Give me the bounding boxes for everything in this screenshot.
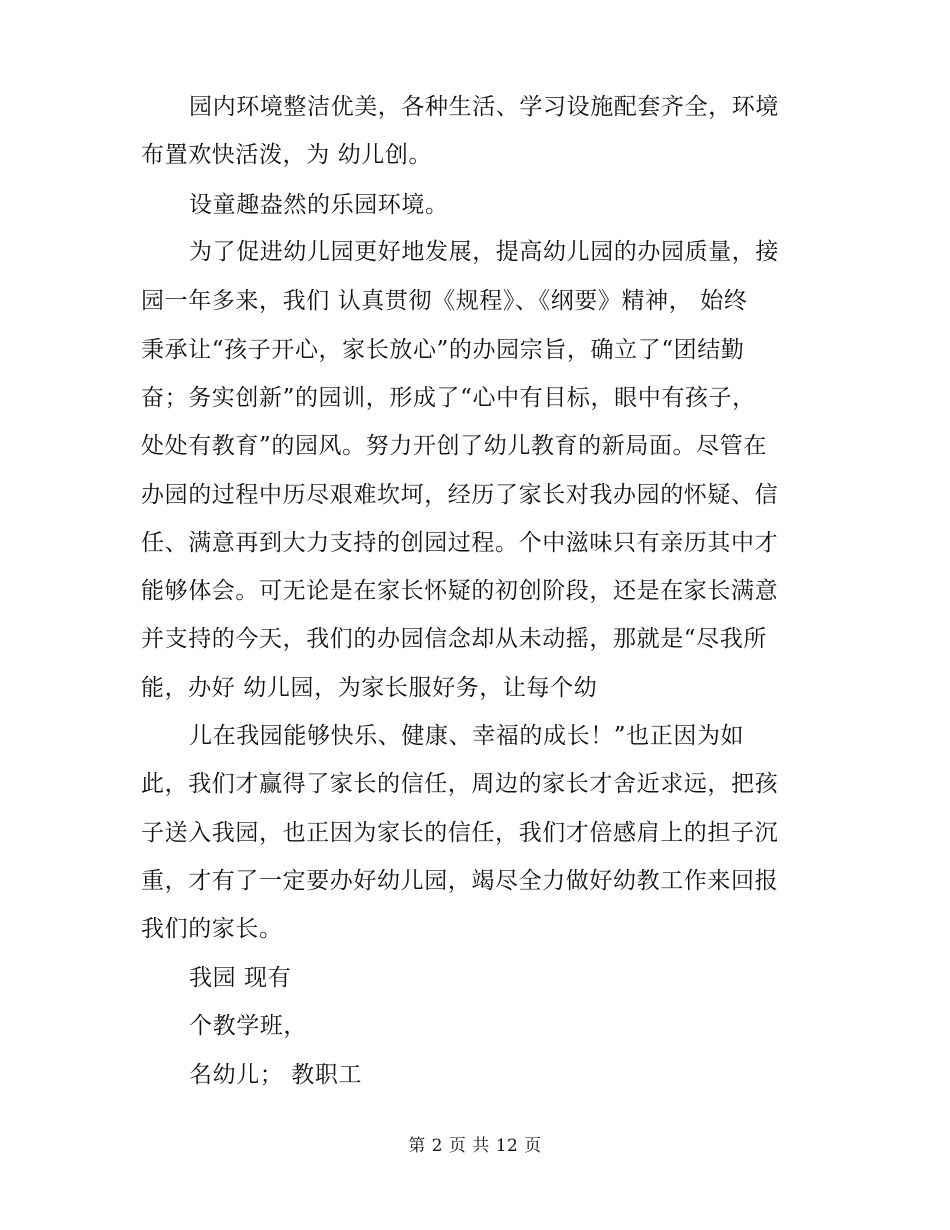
paragraph-line-3: 设童趣盎然的乐园环境。 [189,192,449,218]
paragraph-line-15: 此，我们才赢得了家长的信任，周边的家长才舍近求远，把孩 [141,771,779,797]
paragraph-line-13: 能，办好 幼儿园，为家长服好务，让每个幼 [141,675,598,701]
paragraph-line-6: 秉承让“孩子开心，家长放心”的办园宗旨，确立了“团结勤 [141,337,745,363]
paragraph-line-8: 处处有教育”的园风。努力开创了幼儿教育的新局面。尽管在 [141,433,767,459]
paragraph-line-7: 奋；务实创新”的园训，形成了“心中有目标，眼中有孩子， [141,385,756,411]
paragraph-line-19: 我园 现有 [189,965,292,991]
paragraph-line-10: 任、满意再到大力支持的创园过程。个中滋味只有亲历其中才 [141,530,779,556]
paragraph-line-2: 布置欢快活泼，为 幼儿创。 [141,142,433,168]
paragraph-line-1: 园内环境整洁优美，各种生活、学习设施配套齐全，环境 [189,94,779,120]
paragraph-line-17: 重，才有了一定要办好幼儿园，竭尽全力做好幼教工作来回报 [141,868,779,894]
page-number-footer: 第 2 页 共 12 页 [408,1136,542,1156]
paragraph-line-14: 儿在我园能够快乐、健康、幸福的成长！”也正因为如 [189,723,745,749]
paragraph-line-12: 并支持的今天，我们的办园信念却从未动摇，那就是“尽我所 [141,626,767,652]
paragraph-line-5: 园一年多来，我们 认真贯彻《规程》、《纲要》精神， 始终 [141,288,748,314]
paragraph-line-21: 名幼儿； 教职工 [189,1062,363,1088]
paragraph-line-20: 个教学班， [189,1013,307,1039]
paragraph-line-16: 子送入我园，也正因为家长的信任，我们才倍感肩上的担子沉 [141,820,779,846]
paragraph-line-11: 能够体会。可无论是在家长怀疑的初创阶段，还是在家长满意 [141,578,779,604]
paragraph-line-4: 为了促进幼儿园更好地发展，提高幼儿园的办园质量，接 [189,239,779,265]
paragraph-line-9: 办园的过程中历尽艰难坎坷，经历了家长对我办园的怀疑、信 [141,482,779,508]
paragraph-line-18: 我们的家长。 [141,916,283,942]
